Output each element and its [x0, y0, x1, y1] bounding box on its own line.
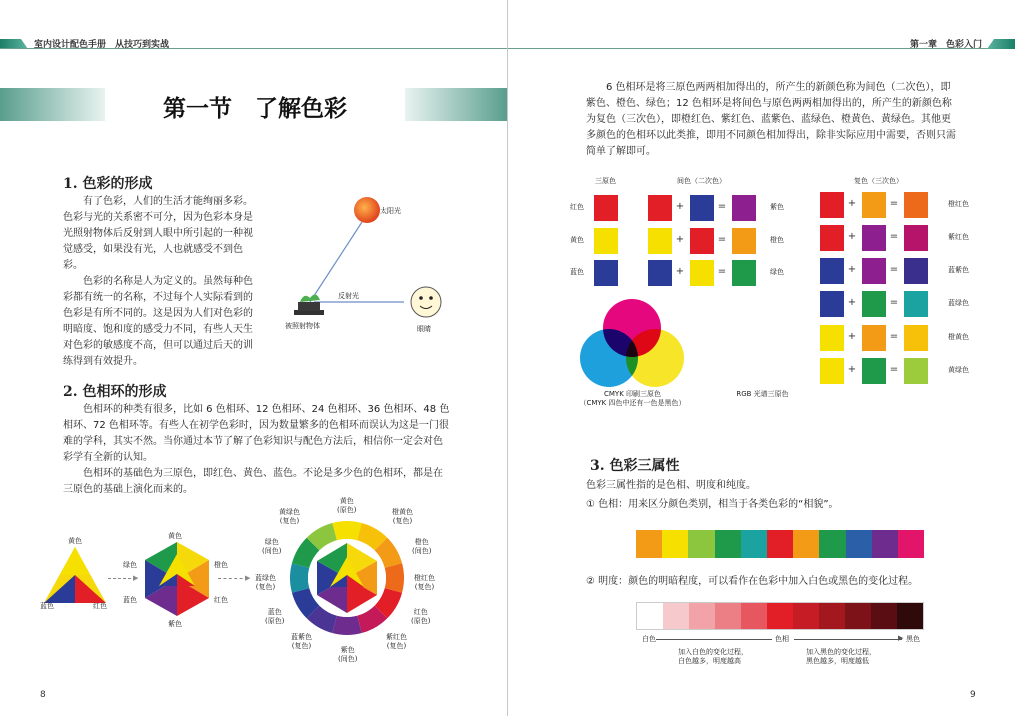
plus-sign: +	[675, 201, 685, 212]
text-paragraph: 6 色相环是将三原色两两相加得出的，所产生的新颜色称为间色（二次色），即紫色、橙色、绿色；12 色相环是将间色与原色两两相加得出的，所产生的新颜色称为复色（三次色），即橙红色、紫红色、蓝紫色、蓝绿色、橙黄色、黄绿色。其他更多颜色的色相环以此类推，即用不同颜色相加得出，除非实际应用中需要，否则只需简单了解即可。	[586, 82, 956, 157]
label-primary-color: 黄色	[570, 236, 584, 244]
plus-sign: +	[847, 297, 857, 308]
wheel-segment	[332, 616, 362, 635]
swatch-tert-a	[820, 192, 844, 218]
label-tri-red: 红色	[93, 602, 107, 610]
hue-swatch	[688, 530, 714, 558]
label-wheel-bluepurple: 蓝紫色 (复色)	[291, 633, 312, 650]
label-wheel-green: 绿色 (间色)	[262, 538, 282, 555]
label-reflected-light: 反射光	[338, 292, 359, 300]
label-hex-orange: 橙色	[214, 561, 228, 569]
plus-sign: +	[847, 264, 857, 275]
plant-icon	[300, 294, 320, 302]
value-swatch	[637, 603, 663, 629]
equals-sign: =	[717, 266, 727, 277]
rgb-venn-diagram	[706, 296, 818, 394]
value-swatch	[715, 603, 741, 629]
swatch-mix-b	[690, 195, 714, 221]
label-hex-red: 红色	[214, 596, 228, 604]
label-secondary-color: 紫色	[770, 203, 784, 211]
label-tri-blue: 蓝色	[40, 602, 54, 610]
face-eye-icon	[411, 287, 441, 317]
paragraph-color-formation	[63, 194, 259, 370]
swatch-mix-b	[690, 260, 714, 286]
book-title-header: 室内设计配色手册 从技巧到实战	[34, 40, 170, 50]
section-title: 第一节 了解色彩	[163, 96, 347, 122]
plus-sign: +	[847, 364, 857, 375]
hue-swatch	[767, 530, 793, 558]
swatch-mix-b	[690, 228, 714, 254]
label-wheel-redpurple: 紫红色 (复色)	[386, 633, 407, 650]
value-strip	[636, 602, 924, 630]
text-paragraph: 色相环的基础色为三原色，即红色、黄色、蓝色。不论是多少色的色相环，都是在三原色的基础上演化而来的。	[63, 468, 443, 495]
swatch-tert-a	[820, 291, 844, 317]
right-page	[508, 0, 1015, 716]
label-wheel-orange: 橙色 (间色)	[412, 538, 432, 555]
text-attributes-intro: 色彩三属性指的是色相、明度和纯度。	[586, 480, 756, 491]
label-hex-green: 绿色	[123, 561, 137, 569]
hue-strip	[636, 530, 924, 558]
label-tertiary-color: 蓝绿色	[948, 299, 969, 307]
swatch-mix-a	[648, 260, 672, 286]
plus-sign: +	[847, 331, 857, 342]
plus-sign: +	[675, 234, 685, 245]
paragraph-secondary-colors	[586, 80, 960, 160]
left-page	[0, 0, 507, 716]
value-swatch	[871, 603, 897, 629]
cmyk-venn-diagram	[576, 296, 688, 394]
title-band-left	[0, 88, 105, 121]
title-band-right	[405, 88, 507, 121]
label-cmyk: CMYK 印刷三原色 （CMYK 四色中还有一色是黑色）	[579, 390, 686, 407]
swatch-tertiary	[904, 225, 928, 251]
arrow-line-left	[656, 639, 772, 640]
primary-triangle-diagram	[42, 545, 108, 605]
label-hue: 色相	[775, 635, 789, 643]
label-rgb: RGB 光谱三原色	[736, 390, 789, 398]
label-object: 被照射物体	[285, 322, 320, 330]
label-hex-purple: 紫色	[168, 620, 182, 628]
swatch-primary	[594, 260, 618, 286]
swatch-tert-b	[862, 225, 886, 251]
label-tri-yellow: 黄色	[68, 537, 82, 545]
equals-sign: =	[889, 331, 899, 342]
plus-sign: +	[675, 266, 685, 277]
swatch-tert-a	[820, 225, 844, 251]
equals-sign: =	[889, 297, 899, 308]
label-wheel-orangered: 橙红色 (复色)	[414, 574, 435, 591]
swatch-mix-a	[648, 228, 672, 254]
swatch-primary	[594, 228, 618, 254]
label-tertiary-color: 黄绿色	[948, 366, 969, 374]
value-swatch	[663, 603, 689, 629]
text-paragraph: 有了色彩，人们的生活才能绚丽多彩。色彩与光的关系密不可分，因为色彩本身是光照射物体后反射到人眼中所引起的一种视觉感受，如果没有光，人也就感受不到色彩。	[63, 196, 253, 271]
swatch-tert-b	[862, 358, 886, 384]
label-wheel-bluegreen: 蓝绿色 (复色)	[255, 574, 276, 591]
header-accent-bar	[987, 39, 1015, 49]
arrow-dashed	[108, 578, 136, 579]
label-wheel-blue: 蓝色 (原色)	[265, 608, 285, 625]
arrow-head-icon: ▶	[898, 634, 904, 642]
label-tertiary-color: 橙红色	[948, 200, 969, 208]
six-hue-hexagon-diagram	[143, 540, 211, 618]
light-reflection-diagram	[280, 190, 460, 340]
heading-primary-colors: 三原色	[595, 177, 616, 185]
label-wheel-yellowgreen: 黄绿色 (复色)	[279, 508, 300, 525]
value-swatch	[689, 603, 715, 629]
swatch-secondary	[732, 260, 756, 286]
swatch-tert-b	[862, 291, 886, 317]
label-secondary-color: 绿色	[770, 268, 784, 276]
label-hex-yellow: 黄色	[168, 532, 182, 540]
label-primary-color: 蓝色	[570, 268, 584, 276]
wheel-segment	[332, 521, 362, 540]
hue-swatch	[898, 530, 924, 558]
hue-swatch	[662, 530, 688, 558]
swatch-tert-a	[820, 358, 844, 384]
value-swatch	[897, 603, 923, 629]
note-add-white: 加入白色的变化过程， 白色越多，明度越高	[678, 648, 748, 665]
heading-secondary-colors: 间色（二次色）	[677, 177, 726, 185]
text-paragraph: 色相环的种类有很多，比如 6 色相环、12 色相环、24 色相环、36 色相环、48 色相环、72 色相环等。有些人在初学色彩时，因为数量繁多的色相环而误认为这是一门很难的学科，其实不然。当你通过本节了解了色彩知识与配色方法后，相信你一定会对色彩学有全新的认知。	[63, 404, 450, 463]
heading-tertiary-colors: 复色（三次色）	[854, 177, 903, 185]
value-swatch	[741, 603, 767, 629]
label-tertiary-color: 蓝紫色	[948, 266, 969, 274]
paragraph-hue-wheel	[63, 402, 451, 498]
swatch-tert-b	[862, 192, 886, 218]
label-secondary-color: 橙色	[770, 236, 784, 244]
swatch-tertiary	[904, 325, 928, 351]
value-swatch	[767, 603, 793, 629]
plus-sign: +	[847, 231, 857, 242]
label-wheel-yellow: 黄色 (原色)	[337, 497, 357, 514]
equals-sign: =	[717, 234, 727, 245]
heading-hue-wheel: 2. 色相环的形成	[63, 384, 167, 400]
note-add-black: 加入黑色的变化过程， 黑色越多，明度越低	[806, 648, 876, 665]
swatch-tertiary	[904, 291, 928, 317]
heading-three-attributes: 3. 色彩三属性	[590, 458, 680, 474]
hue-swatch	[872, 530, 898, 558]
label-tertiary-color: 紫红色	[948, 233, 969, 241]
swatch-secondary	[732, 228, 756, 254]
sun-icon	[354, 197, 380, 223]
label-wheel-red: 红色 (原色)	[411, 608, 431, 625]
wheel-segment	[385, 563, 404, 593]
plus-sign: +	[847, 198, 857, 209]
arrow-line-right	[794, 639, 902, 640]
twelve-hue-wheel-diagram	[288, 519, 406, 637]
label-wheel-purple: 紫色 (间色)	[338, 646, 358, 663]
value-swatch	[819, 603, 845, 629]
arrow-dashed	[218, 578, 248, 579]
hue-swatch	[715, 530, 741, 558]
label-wheel-orangeyellow: 橙黄色 (复色)	[392, 508, 413, 525]
hue-swatch	[819, 530, 845, 558]
chapter-header: 第一章 色彩入门	[910, 40, 983, 50]
swatch-secondary	[732, 195, 756, 221]
equals-sign: =	[889, 231, 899, 242]
label-black: 黑色	[906, 635, 920, 643]
label-eye: 眼睛	[417, 325, 431, 333]
page-number-left: 8	[40, 690, 46, 700]
swatch-tert-b	[862, 325, 886, 351]
hue-swatch	[846, 530, 872, 558]
arrow-head-icon: ▶	[133, 574, 139, 582]
text-paragraph: 色彩的名称是人为定义的。虽然每种色彩都有统一的名称，不过每个人实际看到的色彩是有所不同的。这是因为人们对色彩的明暗度、饱和度的感受力不同，有些人天生对色彩的敏感度不高，但可以通过后天的训练得到有效提升。	[63, 276, 253, 367]
label-sunlight: 太阳光	[380, 207, 401, 215]
label-white: 白色	[642, 635, 656, 643]
text-hue-definition: ① 色相：用来区分颜色类别，相当于各类色彩的“相貌”。	[586, 499, 839, 510]
equals-sign: =	[717, 201, 727, 212]
value-swatch	[845, 603, 871, 629]
swatch-tertiary	[904, 192, 928, 218]
label-tertiary-color: 橙黄色	[948, 333, 969, 341]
label-primary-color: 红色	[570, 203, 584, 211]
swatch-tertiary	[904, 258, 928, 284]
page-number-right: 9	[970, 690, 976, 700]
swatch-mix-a	[648, 195, 672, 221]
swatch-tert-b	[862, 258, 886, 284]
equals-sign: =	[889, 364, 899, 375]
text-value-definition: ② 明度：颜色的明暗程度，可以看作在色彩中加入白色或黑色的变化过程。	[586, 576, 919, 587]
wheel-segment	[290, 563, 309, 593]
hue-swatch	[636, 530, 662, 558]
label-hex-blue: 蓝色	[123, 596, 137, 604]
swatch-tertiary	[904, 358, 928, 384]
swatch-primary	[594, 195, 618, 221]
hue-swatch	[741, 530, 767, 558]
swatch-tert-a	[820, 258, 844, 284]
equals-sign: =	[889, 264, 899, 275]
equals-sign: =	[889, 198, 899, 209]
hue-swatch	[793, 530, 819, 558]
arrow-head-icon: ▶	[245, 574, 251, 582]
value-swatch	[793, 603, 819, 629]
heading-color-formation: 1. 色彩的形成	[63, 176, 153, 192]
swatch-tert-a	[820, 325, 844, 351]
